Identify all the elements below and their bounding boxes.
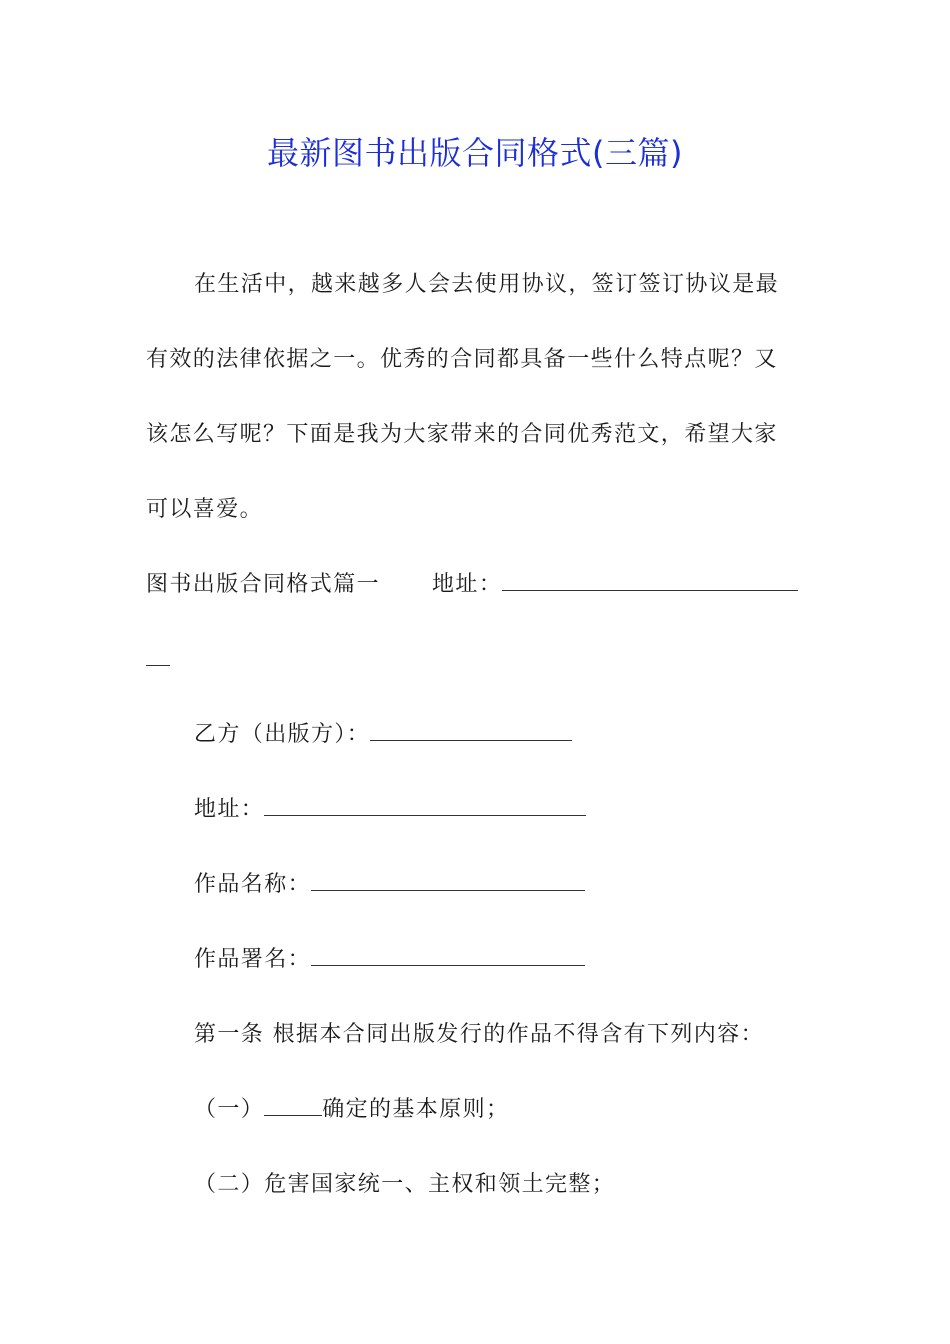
address-blank-continuation — [146, 645, 170, 666]
address-label-2: 地址： — [194, 797, 265, 822]
party-b-row — [194, 720, 572, 750]
address-label-1: 地址： — [432, 572, 503, 597]
address-blank-1 — [502, 570, 798, 591]
party-b-blank — [370, 720, 572, 741]
intro-line-1: 在生活中，越来越多人会去使用协议，签订签订协议是最 — [194, 272, 780, 297]
work-author-row — [194, 945, 585, 975]
work-title-label: 作品名称： — [194, 872, 312, 897]
work-author-blank — [311, 945, 585, 966]
document-title: 最新图书出版合同格式(三篇) — [267, 134, 683, 172]
item-one-blank — [264, 1095, 322, 1116]
intro-line-2: 有效的法律依据之一。优秀的合同都具备一些什么特点呢？又 — [146, 347, 778, 372]
address-blank-continuation-row — [146, 645, 170, 675]
section-one-row — [146, 570, 798, 600]
item-one-prefix: （一） — [194, 1097, 265, 1122]
party-b-label: 乙方（出版方）： — [194, 722, 371, 747]
address-blank-2 — [264, 795, 586, 816]
work-title-row — [194, 870, 585, 900]
work-title-blank — [311, 870, 585, 891]
work-author-label: 作品署名： — [194, 947, 312, 972]
intro-line-4: 可以喜爱。 — [146, 497, 264, 522]
item-two: （二）危害国家统一、主权和领土完整； — [194, 1172, 616, 1197]
item-one-suffix: 确定的基本原则； — [322, 1097, 510, 1122]
address-row-2 — [194, 795, 586, 825]
item-one-row — [194, 1095, 509, 1125]
intro-line-3: 该怎么写呢？下面是我为大家带来的合同优秀范文，希望大家 — [146, 422, 778, 447]
section-one-heading: 图书出版合同格式篇一 — [146, 572, 381, 597]
article-one: 第一条 根据本合同出版发行的作品不得含有下列内容： — [194, 1022, 764, 1047]
